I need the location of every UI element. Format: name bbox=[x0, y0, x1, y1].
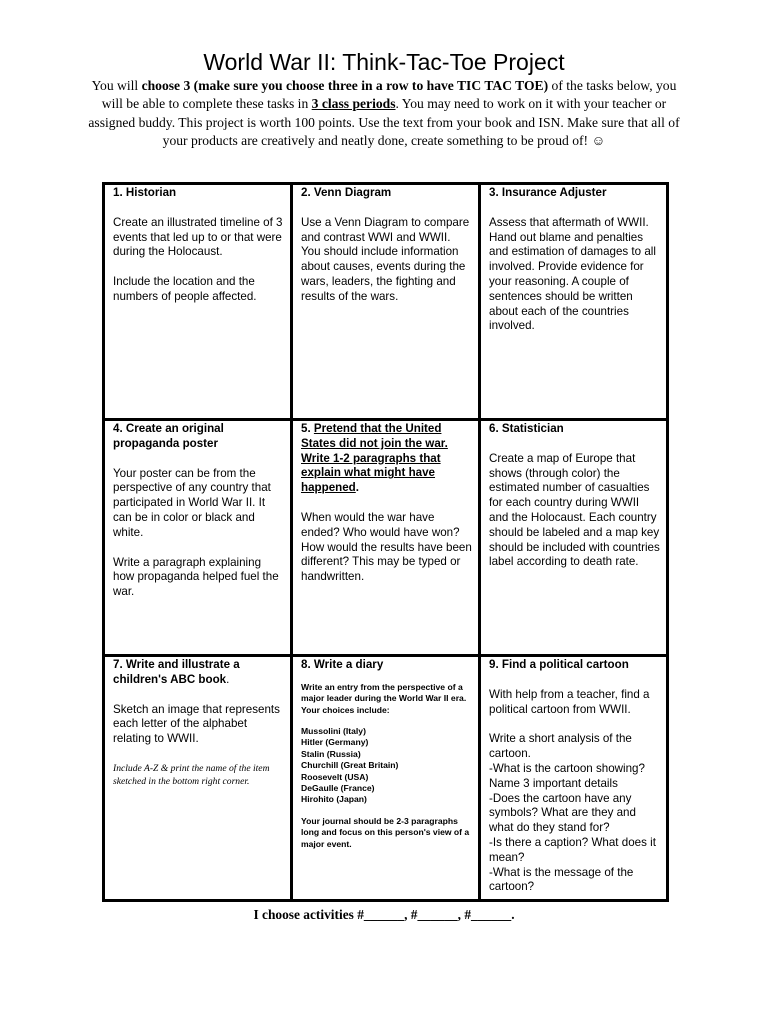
grid-row-2 bbox=[104, 420, 668, 656]
activity-description: Write a short analysis of the cartoon. bbox=[489, 732, 632, 761]
analysis-question: -What is the message of the cartoon? bbox=[489, 865, 634, 894]
activity-title: 5. Pretend that the United States did not join the war. Write 1-2 paragraphs that explain what might have happened. bbox=[301, 422, 448, 495]
activity-title: 1. Historian bbox=[113, 186, 177, 199]
activity-description: Your journal should be 2-3 paragraphs long and focus on this person's view of a major event. bbox=[301, 815, 470, 849]
leader-choice: Mussolini (Italy) bbox=[301, 726, 366, 737]
instructions-paragraph: You will choose 3 (make sure you choose three in a row to have TIC TAC TOE) of the tasks below, you will be able to complete these tasks in 3 class periods. You may need to work on it with your teacher or assigned buddy. This project is worth 100 points. Use the text from your book and ISN. Make sure that all of your products are creatively and neatly done, create something to be proud of! ☺ bbox=[88, 78, 680, 149]
leader-choice: DeGaulle (France) bbox=[301, 783, 375, 794]
activity-cell-4-propaganda-poster bbox=[104, 420, 292, 656]
activity-title: 6. Statistician bbox=[489, 422, 564, 435]
leader-choice: Hirohito (Japan) bbox=[301, 794, 367, 805]
activity-title: 8. Write a diary bbox=[301, 658, 384, 671]
activity-cell-6-statistician bbox=[480, 420, 668, 656]
activity-description: When would the war have ended? Who would have won? How would the results have been different? This may be typed or handwritten. bbox=[301, 510, 472, 584]
activity-description: Your poster can be from the perspective of any country that participated in World War II. It can be in color or black and white. bbox=[113, 466, 271, 539]
activity-cell-9-political-cartoon bbox=[480, 656, 668, 901]
choose-three-emphasis: choose 3 (make sure you choose three in a row to have TIC TAC TOE) bbox=[141, 78, 549, 93]
activity-description: Include the location and the numbers of people affected. bbox=[113, 275, 257, 303]
page-title: World War II: Think-Tac-Toe Project bbox=[203, 49, 565, 75]
smiley-icon: ☺ bbox=[591, 133, 606, 149]
leader-choice: Stalin (Russia) bbox=[301, 748, 361, 759]
activity-description: Sketch an image that represents each letter of the alphabet relating to WWII. bbox=[113, 702, 280, 746]
activity-title: 9. Find a political cartoon bbox=[489, 658, 629, 671]
grid-row-3 bbox=[104, 656, 668, 901]
analysis-question: -What is the cartoon showing? Name 3 important details bbox=[489, 761, 645, 790]
activity-description: Assess that aftermath of WWII. Hand out blame and penalties and estimation of damages to all involved. Provide evidence for your reasoning. A couple of sentences should be written about each of the countries involved. bbox=[489, 215, 656, 333]
activity-title: 7. Write and illustrate a children's ABC book. bbox=[113, 658, 240, 686]
activity-cell-1-historian bbox=[104, 184, 292, 420]
activity-description: Create an illustrated timeline of 3 events that led up to or that were during the Holocaust. bbox=[113, 215, 283, 259]
activity-choice-line: I choose activities #______, #______, #______. bbox=[253, 907, 515, 922]
leader-choice: Roosevelt (USA) bbox=[301, 771, 369, 782]
activity-title: 3. Insurance Adjuster bbox=[489, 186, 607, 199]
grid-row-1 bbox=[104, 184, 668, 420]
activity-note: Include A-Z & print the name of the item sketched in the bottom right corner. bbox=[113, 762, 270, 787]
activity-description: Use a Venn Diagram to compare and contrast WWI and WWII. You should include information about causes, events during the wars, leaders, the fighting and results of the wars. bbox=[301, 215, 470, 303]
think-tac-toe-grid bbox=[102, 182, 669, 902]
activity-cell-3-insurance-adjuster bbox=[480, 184, 668, 420]
class-periods-emphasis: 3 class periods bbox=[311, 96, 396, 112]
activity-cell-8-diary bbox=[292, 656, 480, 901]
activity-cell-7-abc-book bbox=[104, 656, 292, 901]
activity-title: 2. Venn Diagram bbox=[301, 186, 392, 199]
leader-choices-list bbox=[301, 726, 472, 806]
activity-description: Create a map of Europe that shows (through color) the estimated number of casualties for each country during WWII and the Holocaust. Each country should be labeled and a map key should be included with countries label according to death rate. bbox=[489, 451, 660, 569]
activity-description: Write a paragraph explaining how propaganda helped fuel the war. bbox=[113, 555, 279, 599]
analysis-question: -Does the cartoon have any symbols? What are they and what do they stand for? bbox=[489, 791, 636, 835]
activity-description: Write an entry from the perspective of a major leader during the World War II era. Your choices include: bbox=[301, 681, 467, 715]
activity-cell-5-alternate-history bbox=[292, 420, 480, 656]
activity-cell-2-venn-diagram bbox=[292, 184, 480, 420]
leader-choice: Churchill (Great Britain) bbox=[301, 760, 399, 771]
activity-title: 4. Create an original propaganda poster bbox=[113, 422, 224, 450]
leader-choice: Hitler (Germany) bbox=[301, 737, 369, 748]
analysis-question: -Is there a caption? What does it mean? bbox=[489, 835, 656, 864]
activity-description: With help from a teacher, find a political cartoon from WWII. bbox=[489, 687, 650, 716]
